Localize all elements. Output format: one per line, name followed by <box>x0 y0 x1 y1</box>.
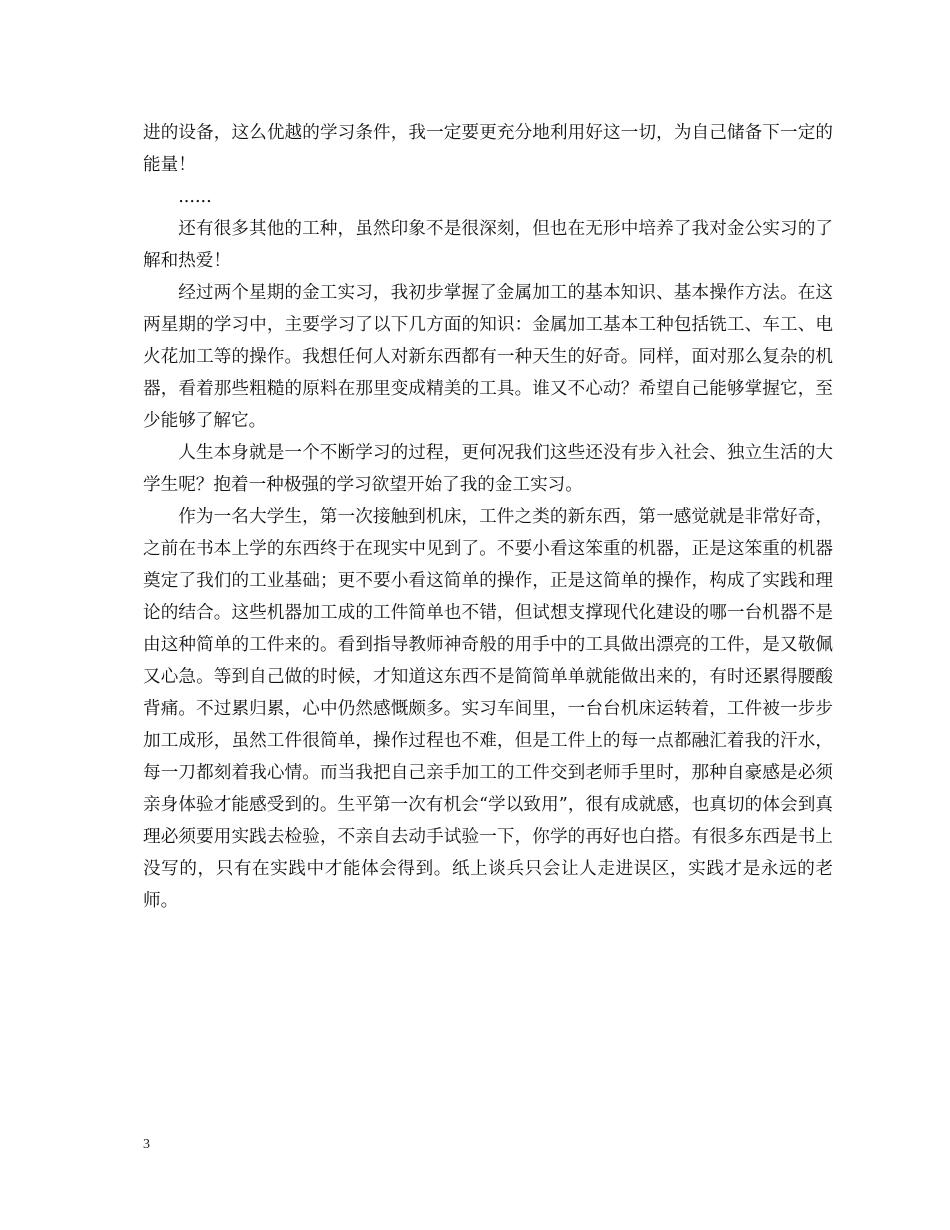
paragraph-learning-process: 人生本身就是一个不断学习的过程，更何况我们这些还没有步入社会、独立生活的大学生呢？抱着一种极强的学习欲望开始了我的金工实习。 <box>143 443 833 495</box>
paragraph-first-contact: 作为一名大学生，第一次接触到机床，工件之类的新东西，第一感觉就是非常好奇，之前在书本上学的东西终于在现实中见到了。不要小看这笨重的机器，正是这笨重的机器奠定了我们的工业基础；更不要小看这简单的操作，正是这简单的操作，构成了实践和理论的结合。这些机器加工成的工件简单也不错，但试想支撑现代化建设的哪一台机器不是由这种简单的工件来的。看到指导教师神奇般的用手中的工具做出漂亮的工件，是又敬佩又心急。等到自己做的时候，才知道这东西不是简简单单就能做出来的，有时还累得腰酸背痛。不过累归累，心中仍然感慨颇多。实习车间里，一台台机床运转着，工件被一步步加工成形，虽然工件很简单，操作过程也不难，但是工件上的每一点都融汇着我的汗水，每一刀都刻着我心情。而当我把自己亲手加工的工件交到老师手里时，那种自豪感是必须亲身体验才能感受到的。生平第一次有机会“学以致用”，很有成就感，也真切的体会到真理必须要用实践去检验，不亲自去动手试验一下，你学的再好也白搭。有很多东西是书上没写的，只有在实践中才能体会得到。纸上谈兵只会让人走进误区，实践才是永远的老师。 <box>143 507 833 911</box>
page-number: 3 <box>143 1137 150 1152</box>
document-body <box>143 117 833 917</box>
paragraph-two-weeks: 经过两个星期的金工实习，我初步掌握了金属加工的基本知识、基本操作方法。在这两星期的学习中，主要学习了以下几方面的知识：金属加工基本工种包括铣工、车工、电火花加工等的操作。我想任何人对新东西都有一种天生的好奇。同样，面对那么复杂的机器，看着那些粗糙的原料在那里变成精美的工具。谁又不心动？希望自己能够掌握它，至少能够了解它。 <box>143 283 833 431</box>
paragraph-ellipsis: ...... <box>178 187 212 207</box>
paragraph-continuation: 进的设备，这么优越的学习条件，我一定要更充分地利用好这一切，为自己储备下一定的能量！ <box>143 123 833 175</box>
paragraph-other-trades: 还有很多其他的工种，虽然印象不是很深刻，但也在无形中培养了我对金公实习的了解和热爱！ <box>143 219 833 271</box>
